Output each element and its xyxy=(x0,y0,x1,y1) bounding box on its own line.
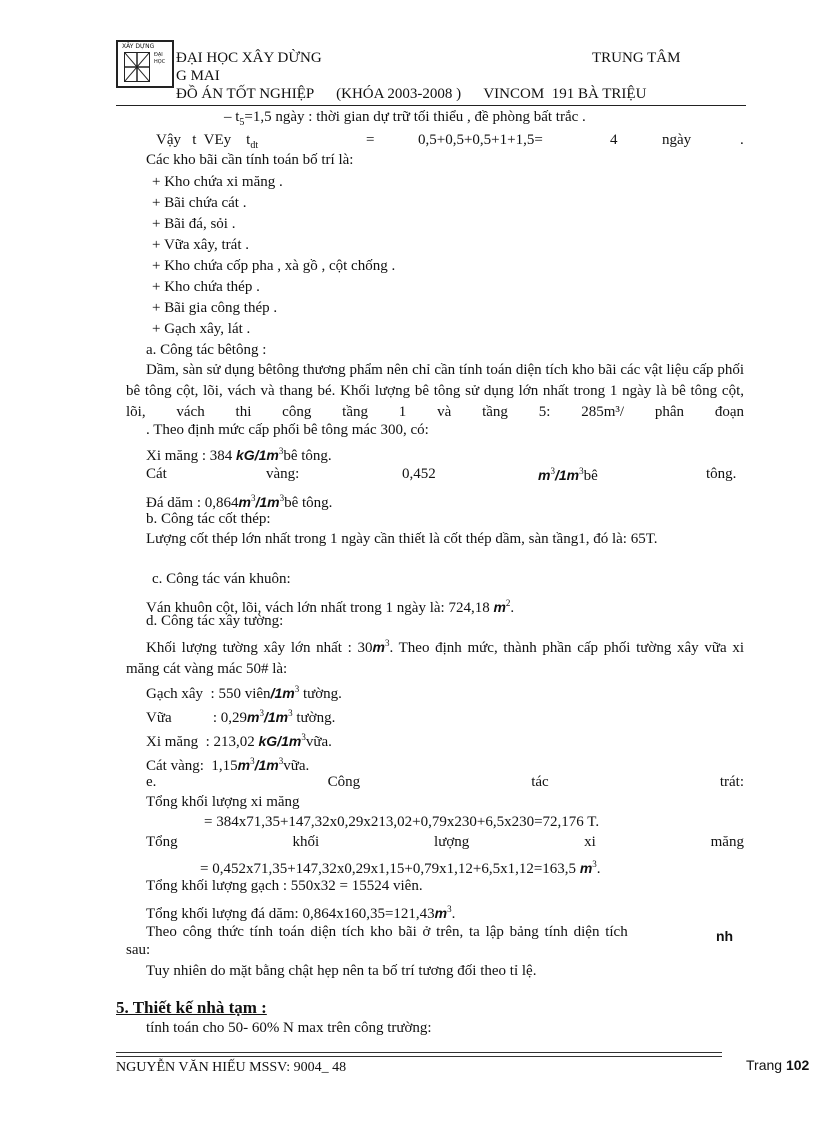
section-d-paragraph: Khối lượng tường xây lớn nhất : $30m^3$. Theo định mức, thành phần cấp phối tường xây vữa xi măng cát vàng mác 50# là: xyxy=(126,638,744,677)
header-rule xyxy=(116,105,746,106)
list-item: + Gạch xây, lát . xyxy=(152,321,251,337)
cat1-vang: vàng: xyxy=(266,466,300,482)
section-e-title: e. Công tác trát: xyxy=(146,774,744,790)
header-center: TRUNG TÂM xyxy=(592,50,681,66)
vay-sum: 0,5+0,5+0,5+1+1,5= xyxy=(418,132,543,148)
logo-side-text: ĐẠI HỌC xyxy=(154,52,166,65)
line-tong-2: Tổng khối lượng xi măng xyxy=(146,834,744,850)
cat1-unit: $m^3/1m^3bê$ xyxy=(538,466,598,484)
header-university: ĐẠI HỌC XÂY DỪNG xyxy=(176,50,322,66)
cat1-end: tông. xyxy=(706,466,737,482)
vay-eq: = xyxy=(366,132,375,148)
list-item: + Bãi đá, sỏi . xyxy=(152,216,236,232)
line-theo-nh: nh xyxy=(716,928,734,944)
footer-author: NGUYỄN VĂN HIẾU MSSV: 9004_ 48 xyxy=(116,1060,347,1075)
list-item: + Bãi chứa cát . xyxy=(152,195,247,211)
line-t5: – $t_5=1,5$ ngày : thời gian dự trữ tối thiểu , đề phòng bất trắc . xyxy=(224,109,586,128)
line-kho-bai: Các kho bãi cần tính toán bố trí là: xyxy=(146,152,354,168)
section-a-title: a. Công tác bêtông : xyxy=(146,342,267,358)
line-da-dam-1: Đá dăm : $0,864m^3/1m^3bê$ tông. xyxy=(146,493,333,511)
university-logo xyxy=(116,40,174,88)
cat1-value: 0,452 xyxy=(402,466,436,482)
logo-text: XÂY DỰNG xyxy=(122,43,155,50)
section-a-norm: . Theo định mức cấp phối bê tông mác 300, có: xyxy=(146,422,429,438)
line-xi-mang-2: Xi măng : 213,02 $kG/1m^3vữa$. xyxy=(146,732,332,750)
list-item: + Kho chứa xi măng . xyxy=(152,174,283,190)
line-cat-vang: Cát vàng: $1,15m^3/1m^3vữa$. xyxy=(146,756,310,774)
line-vay: Vậy t VEy $t_{dt}$ xyxy=(156,132,259,151)
line-tong-gach: Tổng khối lượng gạch : 550x32 = 15524 viên. xyxy=(146,878,423,894)
line-sau: sau: xyxy=(126,942,151,958)
line-tong-xi-mang: Tổng khối lượng xi măng xyxy=(146,794,300,810)
vay-value: 4 xyxy=(610,132,618,148)
section-c-title: c. Công tác ván khuôn: xyxy=(152,571,291,587)
line-gach: Gạch xây : 550 viên/$1m^3$ tường. xyxy=(146,684,342,702)
line-tinh-toan: tính toán cho 50- 60% N max trên công trường: xyxy=(146,1020,432,1036)
cat1-label: Cát xyxy=(146,466,167,482)
line-tong-xi-mang-value: = 384x71,35+147,32x0,29x213,02+0,79x230+6,5x230=72,176 T. xyxy=(204,814,600,830)
vay-unit: ngày xyxy=(662,132,692,148)
section-5-heading: 5. Thiết kế nhà tạm : xyxy=(116,998,267,1017)
list-item: + Bãi gia công thép . xyxy=(152,300,278,316)
list-item: + Kho chứa thép . xyxy=(152,279,260,295)
header-line2: G MAI xyxy=(176,68,220,84)
list-item: + Kho chứa cốp pha , xà gồ , cột chống . xyxy=(152,258,396,274)
section-b-paragraph: Lượng cốt thép lớn nhất trong 1 ngày cần thiết là cốt thép dầm, sàn tầng1, đó là: 65T. xyxy=(146,531,658,547)
vay-dot: . xyxy=(740,132,744,148)
section-a-paragraph: Dầm, sàn sử dụng bêtông thương phẩm nên chỉ cần tính toán diện tích kho bãi các vật liệu cấp phối bê tông cột, lõi, vách và thang bé. Khối lượng bê tông sử dụng lớn nhất trong 1 ngày là bê tông cột, lõi, vách thi công tầng 1 và tầng 5: 285m³/ phân đoạn xyxy=(126,362,744,420)
list-item: + Vữa xây, trát . xyxy=(152,237,249,253)
page-number: Trang 102 xyxy=(746,1057,810,1073)
line-tong-2-value: = 0,452x71,35+147,32x0,29x1,15+0,79x1,12+6,5x1,12=163,5 $m^3$. xyxy=(200,859,601,877)
logo-grid-icon xyxy=(125,53,149,81)
line-vua: Vữa : $0,29m^3/1m^3$ tường. xyxy=(146,708,336,726)
line-tong-da: Tổng khối lượng đá dăm: $0,864x160,35=121,43m^3$. xyxy=(146,904,456,922)
logo-mark-icon xyxy=(124,52,150,82)
footer-rule xyxy=(116,1052,722,1053)
line-xi-mang-1: Xi măng : 384 $kG/1m^3bê$ tông. xyxy=(146,446,332,464)
section-d-title: d. Công tác xây tường: xyxy=(146,613,284,629)
header-project: ĐỒ ÁN TỐT NGHIỆP (KHÓA 2003-2008 ) VINCOM 191 BÀ TRIỆU xyxy=(176,86,647,102)
section-b-title: b. Công tác cốt thép: xyxy=(146,511,271,527)
footer-rule xyxy=(116,1056,722,1057)
line-van-khuon: Ván khuôn cột, lõi, vách lớn nhất trong 1 ngày là: 724,18 $m^2$. xyxy=(146,598,515,616)
line-theo: Theo công thức tính toán diện tích kho bãi ở trên, ta lập bảng tính diện tích xyxy=(146,924,628,940)
line-tuy-nhien: Tuy nhiên do mặt bằng chật hẹp nên ta bố trí tương đối theo tỉ lệ. xyxy=(146,963,537,979)
